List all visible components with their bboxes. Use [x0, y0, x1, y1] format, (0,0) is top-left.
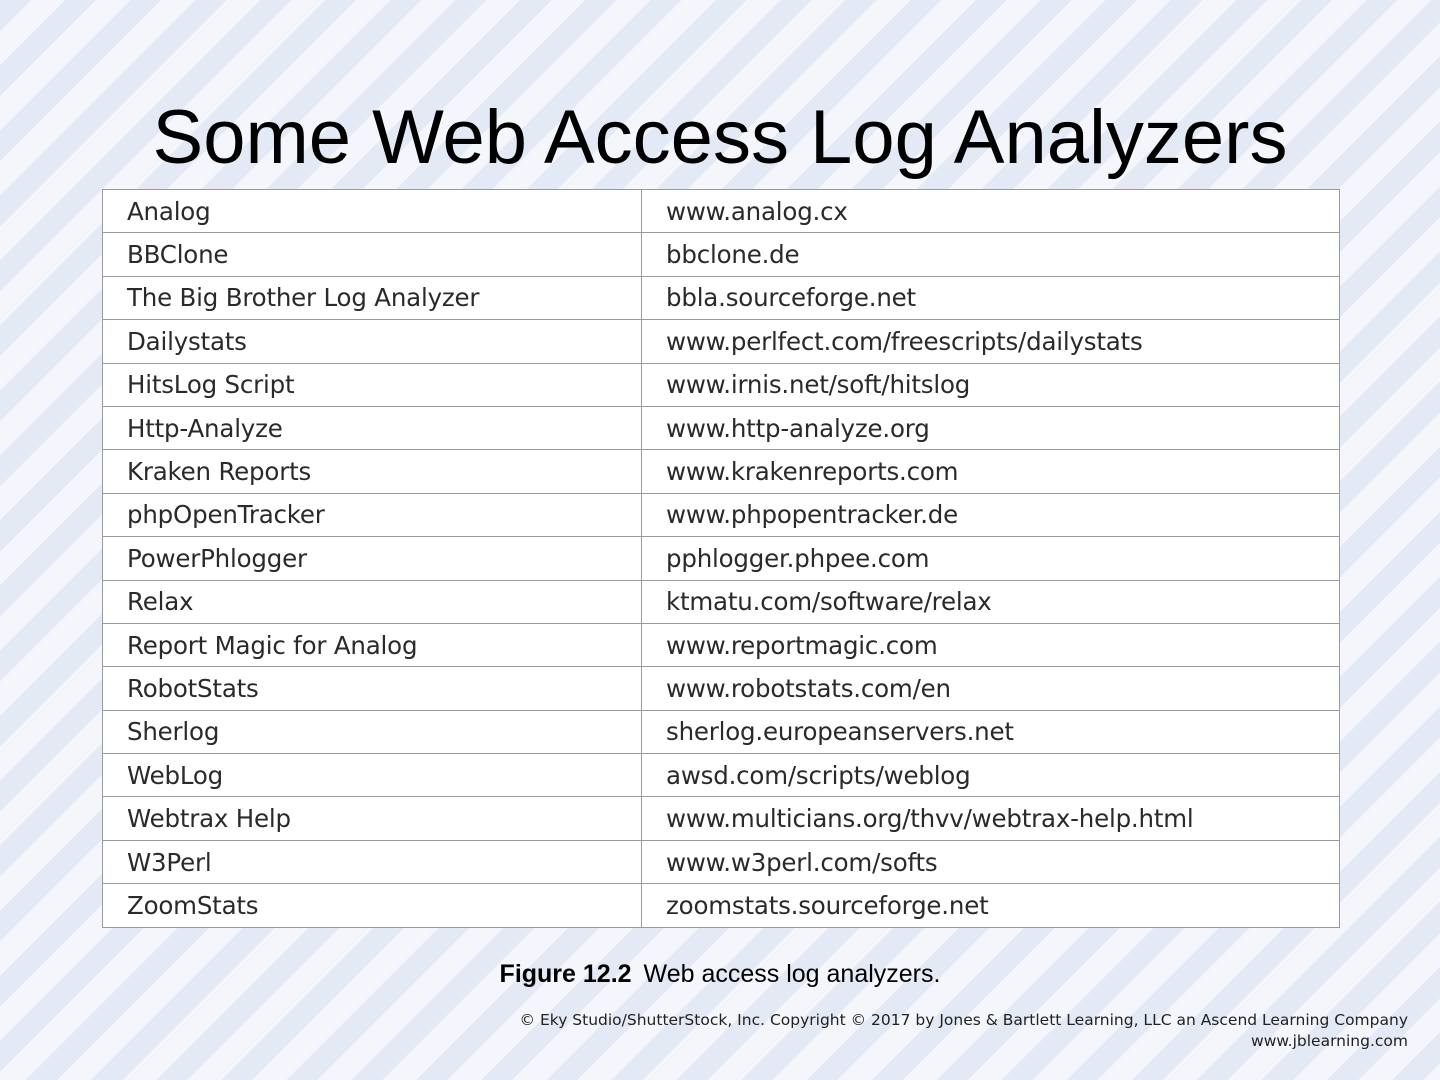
table-row — [103, 276, 1340, 319]
analyzer-url-cell: www.multicians.org/thvv/webtrax-help.html — [642, 797, 1340, 840]
analyzer-name-cell: Http-Analyze — [103, 406, 642, 449]
figure-caption-label: Figure 12.2 — [499, 960, 632, 988]
analyzer-name-cell: BBClone — [103, 233, 642, 276]
analyzer-name-cell: WebLog — [103, 754, 642, 797]
analyzer-name-cell: phpOpenTracker — [103, 493, 642, 536]
analyzer-name-cell: ZoomStats — [103, 884, 642, 927]
analyzer-name-cell: Analog — [103, 190, 642, 233]
analyzer-name-cell: W3Perl — [103, 840, 642, 883]
table-row — [103, 580, 1340, 623]
analyzer-name-cell: Dailystats — [103, 320, 642, 363]
table-row — [103, 190, 1340, 233]
analyzer-name-cell: Webtrax Help — [103, 797, 642, 840]
analyzer-url-cell: pphlogger.phpee.com — [642, 537, 1340, 580]
analyzer-name-cell: The Big Brother Log Analyzer — [103, 276, 642, 319]
analyzer-url-cell: ktmatu.com/software/relax — [642, 580, 1340, 623]
analyzer-url-cell: www.robotstats.com/en — [642, 667, 1340, 710]
analyzer-url-cell: www.irnis.net/soft/hitslog — [642, 363, 1340, 406]
table-row — [103, 667, 1340, 710]
analyzer-name-cell: HitsLog Script — [103, 363, 642, 406]
analyzer-url-cell: www.analog.cx — [642, 190, 1340, 233]
analyzer-url-cell: sherlog.europeanservers.net — [642, 710, 1340, 753]
table-row — [103, 363, 1340, 406]
analyzer-url-cell: awsd.com/scripts/weblog — [642, 754, 1340, 797]
table-row — [103, 320, 1340, 363]
analyzer-name-cell: PowerPhlogger — [103, 537, 642, 580]
table-row — [103, 233, 1340, 276]
analyzer-url-cell: www.phpopentracker.de — [642, 493, 1340, 536]
analyzer-url-cell: www.reportmagic.com — [642, 623, 1340, 666]
analyzer-name-cell: Sherlog — [103, 710, 642, 753]
table-row — [103, 840, 1340, 883]
analyzer-url-cell: www.perlfect.com/freescripts/dailystats — [642, 320, 1340, 363]
table-row — [103, 450, 1340, 493]
table-row — [103, 710, 1340, 753]
analyzer-url-cell: www.krakenreports.com — [642, 450, 1340, 493]
analyzer-name-cell: RobotStats — [103, 667, 642, 710]
table-body — [103, 190, 1340, 928]
table-row — [103, 797, 1340, 840]
table-row — [103, 754, 1340, 797]
table-row — [103, 623, 1340, 666]
analyzer-name-cell: Relax — [103, 580, 642, 623]
analyzer-name-cell: Kraken Reports — [103, 450, 642, 493]
analyzer-url-cell: zoomstats.sourceforge.net — [642, 884, 1340, 927]
copyright-credit — [520, 1010, 1408, 1052]
log-analyzer-table — [102, 189, 1340, 928]
table-row — [103, 493, 1340, 536]
figure-caption-text: Web access log analyzers. — [643, 960, 941, 988]
table-row — [103, 884, 1340, 927]
analyzer-url-cell: bbla.sourceforge.net — [642, 276, 1340, 319]
slide-title: Some Web Access Log Analyzers — [152, 95, 1288, 180]
copyright-line: © Eky Studio/ShutterStock, Inc. Copyright © 2017 by Jones & Bartlett Learning, LLC an Ascend Learning Company — [519, 1011, 1408, 1029]
figure-caption — [0, 956, 1440, 992]
analyzer-name-cell: Report Magic for Analog — [103, 623, 642, 666]
publisher-url: www.jblearning.com — [1251, 1032, 1408, 1050]
table-row — [103, 537, 1340, 580]
analyzer-url-cell: bbclone.de — [642, 233, 1340, 276]
analyzer-url-cell: www.http-analyze.org — [642, 406, 1340, 449]
table-row — [103, 406, 1340, 449]
analyzer-url-cell: www.w3perl.com/softs — [642, 840, 1340, 883]
